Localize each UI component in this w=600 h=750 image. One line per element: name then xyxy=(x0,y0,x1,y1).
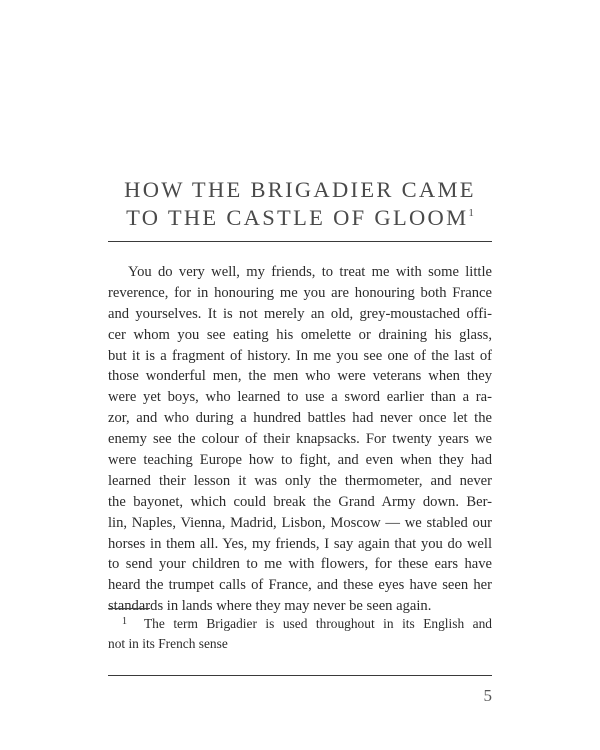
body-line: standards in lands where they may never be seen again. xyxy=(108,598,432,615)
body-line: and yourselves. It is not merely an old, grey-moustached offi- xyxy=(108,305,492,322)
body-line: cer whom you see eating his omelette or draining his glass, xyxy=(108,326,492,343)
chapter-title-text-1: HOW THE BRIGADIER CAME xyxy=(124,177,476,202)
chapter-title-line-1 xyxy=(108,176,492,204)
footnote-reference: 1 xyxy=(468,207,474,219)
body-line: the bayonet, which could break the Grand Army down. Ber- xyxy=(108,493,492,510)
chapter-title xyxy=(108,176,492,232)
body-line: but it is a fragment of history. In me you see one of the last of xyxy=(108,347,492,364)
body-paragraph xyxy=(108,262,492,617)
body-line: You do very well, my friends, to treat me with some little xyxy=(128,264,492,280)
body-line: those wonderful men, the men who were veterans when they xyxy=(108,368,492,385)
chapter-title-text-2: TO THE CASTLE OF GLOOM xyxy=(126,205,469,230)
body-line: horses in them all. Yes, my friends, I say again that you do well xyxy=(108,535,492,552)
body-line: lin, Naples, Vienna, Madrid, Lisbon, Moscow — we stabled our xyxy=(108,514,492,531)
body-line: reverence, for in honouring me you are honouring both France xyxy=(108,284,492,301)
footnote-line-1 xyxy=(108,612,492,634)
footnote-text-1: The term Brigadier is used throughout in its English and xyxy=(144,616,492,631)
page-number: 5 xyxy=(483,686,492,705)
body-line: were teaching Europe how to fight, and even when they had xyxy=(108,452,492,469)
title-divider xyxy=(108,241,492,242)
footnote-line-2: not in its French sense xyxy=(108,636,228,651)
body-line: enemy see the colour of their knapsacks. For twenty years we xyxy=(108,431,492,448)
footnote-divider xyxy=(108,608,150,609)
body-line: heard the trumpet calls of France, and these eyes have seen her xyxy=(108,577,492,594)
chapter-title-line-2 xyxy=(108,204,492,232)
body-line: learned their lesson it was only the thermometer, and never xyxy=(108,472,492,489)
body-line: to send your children to me with flowers, for these ears have xyxy=(108,556,492,573)
body-line: were yet boys, who learned to use a sword earlier than a ra- xyxy=(108,389,492,406)
body-line: zor, and who during a hundred battles had never once let the xyxy=(108,410,492,427)
footnote-marker: 1 xyxy=(122,616,127,627)
footnote xyxy=(108,612,492,654)
footer-divider xyxy=(108,675,492,676)
